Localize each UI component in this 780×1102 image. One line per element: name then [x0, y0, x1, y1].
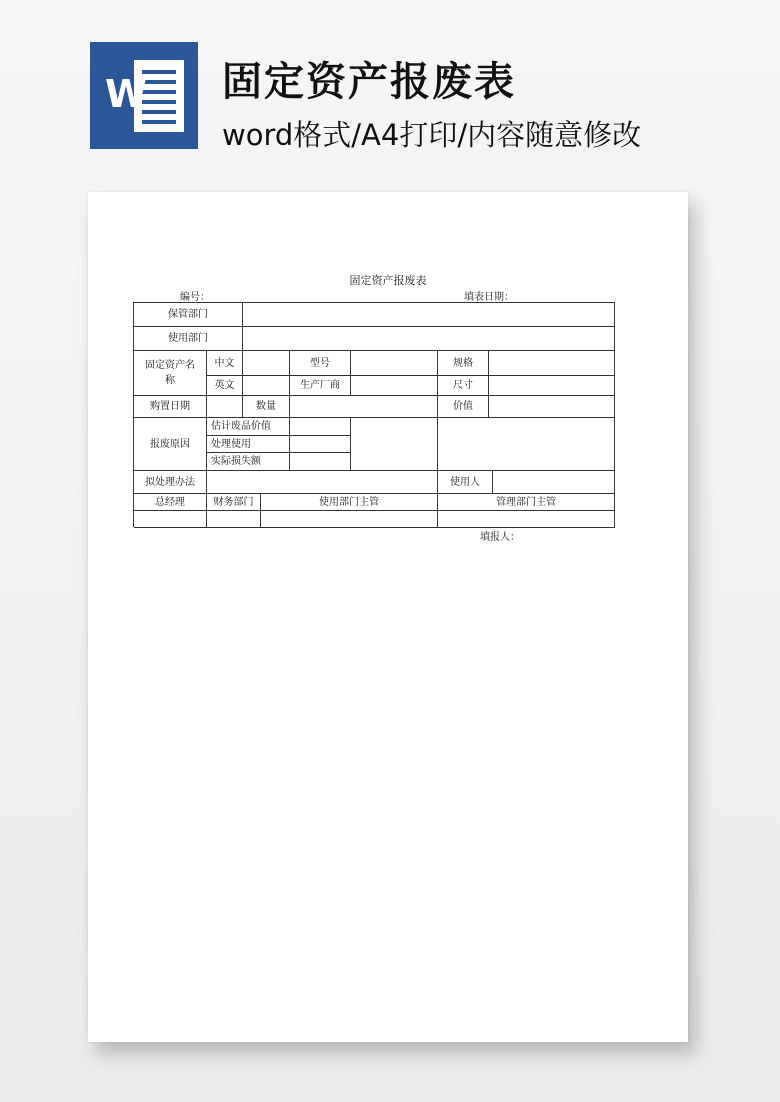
using-dept-head-label: 使用部门主管 — [261, 494, 438, 511]
spec-value[interactable] — [489, 351, 615, 376]
fill-date-label: 填表日期： — [464, 292, 514, 303]
word-icon — [90, 42, 198, 149]
manufacturer-label: 生产厂商 — [290, 376, 351, 396]
banner — [0, 0, 780, 180]
size-label: 尺寸 — [438, 376, 489, 396]
actual-loss-label: 实际损失额 — [207, 453, 290, 471]
using-dept-head-signature[interactable] — [261, 511, 438, 528]
proposed-method-value[interactable] — [207, 471, 438, 494]
est-scrap-value-label: 估计废品价值 — [207, 418, 290, 436]
user-value[interactable] — [493, 471, 615, 494]
est-scrap-value-field[interactable] — [290, 418, 351, 436]
scrap-form-table — [133, 302, 615, 527]
scrap-reason-blank-2[interactable] — [438, 418, 615, 471]
banner-subtitle: word格式/A4打印/内容随意修改 — [222, 118, 642, 152]
chinese-label: 中文 — [207, 351, 243, 376]
model-value[interactable] — [351, 351, 438, 376]
finance-dept-signature[interactable] — [207, 511, 261, 528]
proposed-method-label: 拟处理办法 — [134, 471, 207, 494]
value-label: 价值 — [438, 396, 489, 418]
document-title: 固定资产报废表 — [349, 274, 427, 287]
english-value[interactable] — [243, 376, 290, 396]
gm-signature[interactable] — [134, 511, 207, 528]
value-value[interactable] — [489, 396, 615, 418]
document-page — [88, 192, 688, 1042]
chinese-value[interactable] — [243, 351, 290, 376]
user-label: 使用人 — [438, 471, 493, 494]
manufacturer-value[interactable] — [351, 376, 438, 396]
gm-label: 总经理 — [134, 494, 207, 511]
size-value[interactable] — [489, 376, 615, 396]
quantity-value[interactable] — [290, 396, 438, 418]
scrap-reason-blank-1[interactable] — [351, 418, 438, 471]
actual-loss-field[interactable] — [290, 453, 351, 471]
using-dept-value[interactable] — [243, 327, 615, 351]
disposal-use-label: 处理使用 — [207, 436, 290, 453]
using-dept-label: 使用部门 — [134, 327, 243, 351]
filler-label: 填报人： — [480, 532, 520, 543]
model-label: 型号 — [290, 351, 351, 376]
mgmt-dept-head-signature[interactable] — [438, 511, 615, 528]
spec-label: 规格 — [438, 351, 489, 376]
mgmt-dept-head-label: 管理部门主管 — [438, 494, 615, 511]
purchase-date-value[interactable] — [207, 396, 243, 418]
custody-dept-value[interactable] — [243, 303, 615, 327]
word-logo-letter: W — [105, 72, 147, 116]
custody-dept-label: 保管部门 — [134, 303, 243, 327]
finance-dept-label: 财务部门 — [207, 494, 261, 511]
scrap-reason-label: 报废原因 — [134, 418, 207, 471]
disposal-use-field[interactable] — [290, 436, 351, 453]
asset-name-label: 固定资产名称 — [134, 351, 207, 396]
quantity-label: 数量 — [243, 396, 290, 418]
purchase-date-label: 购置日期 — [134, 396, 207, 418]
number-label: 编号： — [180, 292, 210, 303]
banner-title: 固定资产报废表 — [222, 59, 516, 105]
english-label: 英文 — [207, 376, 243, 396]
